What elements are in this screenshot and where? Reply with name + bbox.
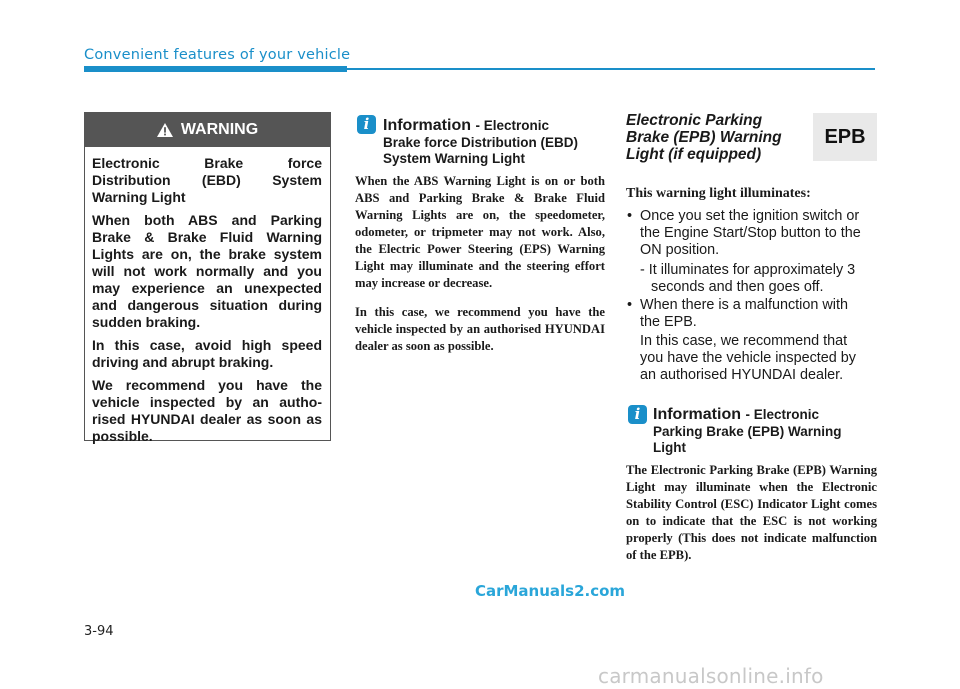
info-subtitle: - Electronic <box>475 118 549 133</box>
info-ebd-paragraph: In this case, we recommend you have the vehicle inspected by an authorised HYUNDAI dealer as soon as possible. <box>355 305 605 353</box>
bullet-line: the Engine Start/Stop button to the <box>640 225 861 241</box>
warning-body <box>85 147 330 445</box>
watermark-link[interactable]: CarManuals2.com <box>474 582 626 600</box>
warning-box <box>84 112 331 444</box>
warning-paragraph: We recommend you have the vehicle inspected by an autho-rised HYUNDAI dealer as soon as possible. <box>92 377 322 444</box>
info-subtitle: Light <box>653 440 686 455</box>
footer-watermark: carmanualsonline.info <box>598 664 824 688</box>
header-rule-thick <box>84 66 347 72</box>
sub-line: seconds and then goes off. <box>651 279 824 295</box>
epb-section-title <box>626 112 811 163</box>
sub-line: - It illuminates for approximately 3 <box>640 262 856 278</box>
info-epb-heading <box>653 406 878 456</box>
sub-line: you have the vehicle inspected by <box>640 350 857 366</box>
section-title: Convenient features of your vehicle <box>84 47 351 63</box>
warning-paragraph: When both ABS and Parking Brake & Brake Fluid Warning Lights are on, the brake system will not work normally and you may experience an unexpected and dangerous situation during sudden braking. <box>92 212 322 330</box>
bullet-line: Once you set the ignition switch or <box>640 208 860 224</box>
info-icon: i <box>628 405 647 424</box>
sub-line: an authorised HYUNDAI dealer. <box>640 367 844 383</box>
bullet-line: the EPB. <box>640 314 697 330</box>
info-epb-paragraph: The Electronic Parking Brake (EPB) Warning Light may illuminate when the Electronic Stability Control (ESC) Indicator Light comes on to indicate that the ESC is not working properly (This does not indicate malfunction of the EPB). <box>626 463 877 562</box>
warning-paragraph: In this case, avoid high speed driving and abrupt braking. <box>92 337 322 370</box>
warning-paragraph: Electronic Brake force Distribution (EBD) System Warning Light <box>92 155 322 205</box>
bullet-line: When there is a malfunction with <box>640 297 848 313</box>
info-label: Information <box>653 406 741 423</box>
warning-header <box>85 113 330 147</box>
page-number: 3-94 <box>84 624 114 639</box>
sub-line: In this case, we recommend that <box>640 333 848 349</box>
illuminates-heading: This warning light illuminates: <box>626 186 811 201</box>
info-subtitle: - Electronic <box>745 407 819 422</box>
epb-title-line: Brake (EPB) Warning <box>626 129 782 146</box>
warning-triangle-icon <box>157 123 173 137</box>
warning-label: WARNING <box>180 121 259 138</box>
bullet-line: ON position. <box>640 242 720 258</box>
info-ebd-heading <box>383 117 608 167</box>
epb-title-line: Light (if equipped) <box>626 146 762 163</box>
info-subtitle: Parking Brake (EPB) Warning <box>653 424 842 439</box>
epb-title-line: Electronic Parking <box>626 112 763 129</box>
info-label: Information <box>383 117 471 134</box>
bullet-dot: • <box>627 297 633 313</box>
info-ebd-paragraph: When the ABS Warning Light is on or both ABS and Parking Brake & Brake Fluid Warning Lights are on, the speedometer, odometer, or tripmeter may not work. Also, the Electric Power Steering (EPS) Warning Light may illuminate and the steering effort may increase or decrease. <box>355 174 605 290</box>
info-subtitle: Brake force Distribution (EBD) <box>383 135 579 150</box>
info-subtitle: System Warning Light <box>383 151 526 166</box>
epb-badge: EPB <box>813 113 877 161</box>
bullet-dot: • <box>627 208 633 224</box>
header-rule-thin <box>347 68 875 70</box>
info-icon: i <box>357 115 376 134</box>
